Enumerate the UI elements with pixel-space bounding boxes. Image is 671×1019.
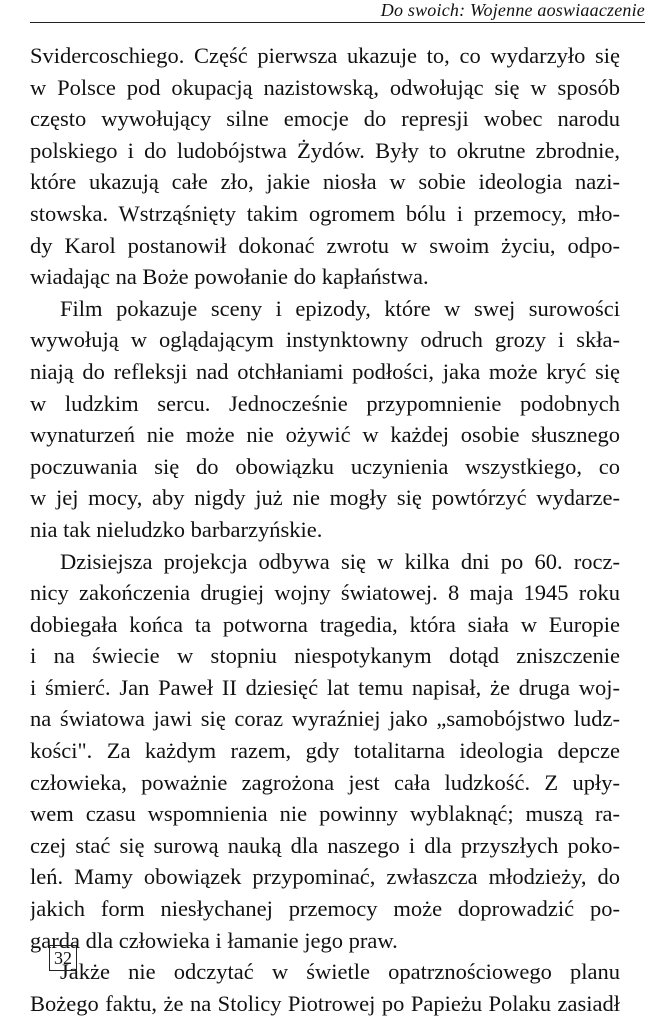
- text-line: które ukazują całe zło, jakie niosła w sobie ideologia nazi-: [30, 169, 620, 195]
- text-line: wiadając na Boże powołanie do kapłaństwa.: [30, 264, 429, 290]
- page-number: 32: [49, 945, 77, 971]
- text-line: czej stać się surową nauką dla naszego i dla przyszłych poko-: [30, 832, 620, 858]
- text-line: na światowa jawi się coraz wyraźniej jako „samobójstwo ludz-: [30, 706, 620, 732]
- text-line: Bożego faktu, że na Stolicy Piotrowej po Papieżu Polaku zasiadł: [30, 990, 620, 1016]
- text-line: Svidercoschiego. Część pierwsza ukazuje to, co wydarzyło się: [30, 43, 620, 68]
- text-line: dy Karol postanowił dokonać zwrotu w swoim życiu, odpo-: [30, 232, 620, 258]
- text-line: kości". Za każdym razem, gdy totalitarna ideologia depcze: [30, 738, 620, 764]
- text-line: jakich form niesłychanej przemocy może doprowadzić po-: [30, 896, 620, 922]
- text-line: nia tak nieludzko barbarzyńskie.: [30, 516, 323, 542]
- text-line: dobiegała końca ta potworna tragedia, która siała w Europie: [30, 611, 620, 637]
- text-line: polskiego i do ludobójstwa Żydów. Były to okrutne zbrodnie,: [30, 137, 620, 163]
- text-line: niają do refleksji nad otchłaniami podłości, jaka może kryć się: [30, 358, 620, 384]
- text-line: wywołują w oglądającym instynktowny odruch grozy i skła-: [30, 327, 620, 353]
- text-line: i na świecie w stopniu niespotykanym dotąd zniszczenie: [30, 643, 620, 669]
- paragraph-start-line: Jakże nie odczytać w świetle opatrznościowego planu: [60, 959, 620, 985]
- body-text: [30, 40, 620, 1019]
- text-line: poczuwania się do obowiązku uczynienia wszystkiego, co: [30, 453, 620, 479]
- text-line: garda dla człowieka i łamanie jego praw.: [30, 927, 398, 953]
- text-line: człowieka, poważnie zagrożona jest cała ludzkość. Z upły-: [30, 769, 620, 795]
- text-line: wynaturzeń nie może nie ożywić w każdej osobie słusznego: [30, 422, 620, 448]
- paragraph-start-line: Film pokazuje sceny i epizody, które w swej surowości: [60, 295, 620, 321]
- text-line: leń. Mamy obowiązek przypominać, zwłaszcza młodzieży, do: [30, 864, 620, 890]
- text-line: i śmierć. Jan Paweł II dziesięć lat temu napisał, że druga woj-: [30, 674, 620, 700]
- text-line: w jej mocy, aby nigdy już nie mogły się powtórzyć wydarze-: [30, 485, 620, 511]
- text-line: często wywołujący silne emocje do represji wobec narodu: [30, 106, 620, 132]
- running-header: Do swoich: Wojenne aoswiaaczenie: [30, 0, 645, 23]
- text-line: w ludzkim sercu. Jednocześnie przypomnienie podobnych: [30, 390, 620, 416]
- text-line: w Polsce pod okupacją nazistowską, odwołując się w sposób: [30, 74, 620, 100]
- text-line: wem czasu wspomnienia nie powinny wyblaknąć; muszą ra-: [30, 801, 620, 827]
- text-line: stowska. Wstrząśnięty takim ogromem bólu i przemocy, mło-: [30, 200, 620, 226]
- paragraph-start-line: Dzisiejsza projekcja odbywa się w kilka dni po 60. rocz-: [60, 548, 620, 574]
- text-line: nicy zakończenia drugiej wojny światowej. 8 maja 1945 roku: [30, 580, 620, 606]
